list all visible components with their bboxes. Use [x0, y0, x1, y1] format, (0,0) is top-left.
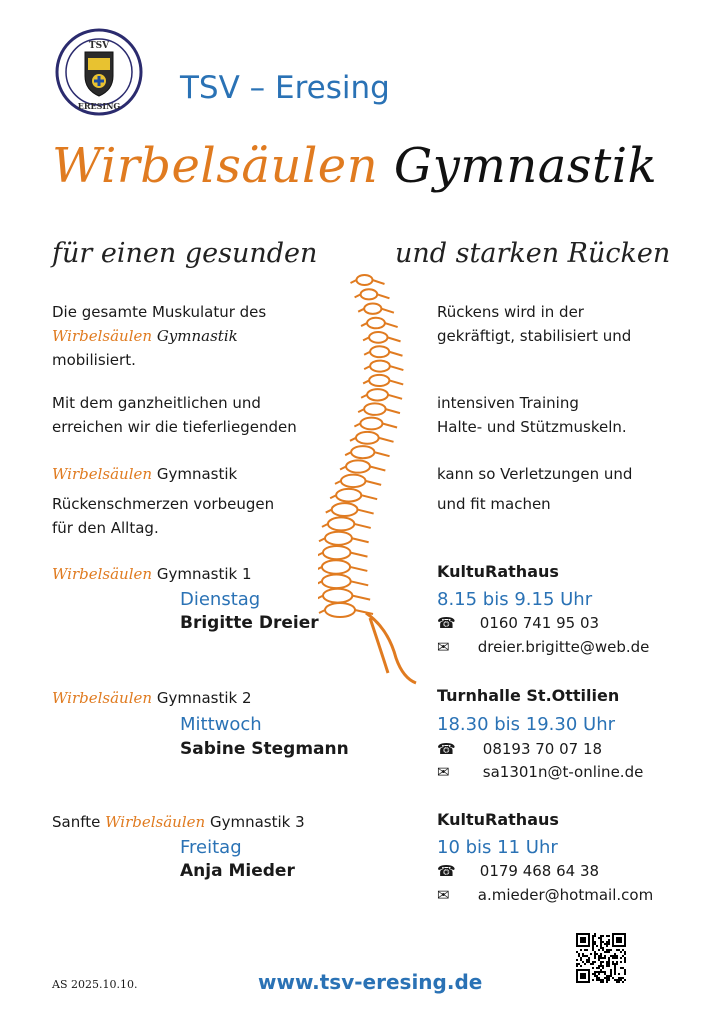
course-1-time: 8.15 bis 9.15 Uhr — [437, 589, 593, 610]
course-3-title — [52, 810, 305, 834]
intro-paragraph-2-right — [437, 391, 697, 439]
brand-word: Wirbelsäulen — [52, 565, 153, 583]
course-name: Gymnastik 2 — [156, 689, 252, 707]
intro-text: für den Alltag. — [52, 519, 159, 537]
course-1-trainer: Brigitte Dreier — [180, 613, 319, 633]
course-1-phone-row — [437, 614, 599, 632]
logo-top-text: TSV — [88, 41, 110, 51]
intro-text: Halte- und Stützmuskeln. — [437, 418, 627, 436]
course-3-location: KultuRathaus — [437, 810, 559, 829]
intro-paragraph-3-left — [52, 462, 312, 486]
intro-text: gekräftigt, stabilisiert und — [437, 327, 632, 345]
course-3-phone-row — [437, 862, 599, 880]
club-logo — [55, 28, 143, 116]
course-name: Gymnastik 1 — [156, 565, 252, 583]
logo-bottom-text: ERESING — [77, 101, 121, 111]
course-3-trainer: Anja Mieder — [180, 861, 295, 881]
spine-illustration — [318, 268, 433, 688]
intro-text: erreichen wir die tieferliegenden — [52, 418, 297, 436]
footer-date: AS 2025.10.10. — [52, 978, 138, 991]
intro-text: Die gesamte Muskulatur des — [52, 303, 267, 321]
club-name: TSV – Eresing — [180, 70, 390, 106]
page-title — [52, 138, 657, 194]
subtitle-left: für einen gesunden — [52, 238, 318, 269]
brand-word: Wirbelsäulen — [52, 327, 153, 345]
brand-word: Wirbelsäulen — [105, 813, 206, 831]
qr-code[interactable] — [576, 933, 626, 983]
brand-word: Wirbelsäulen — [52, 465, 153, 483]
course-2-location: Turnhalle St.Ottilien — [437, 686, 620, 705]
course-1-location: KultuRathaus — [437, 562, 559, 581]
intro-paragraph-1-left — [52, 300, 312, 372]
intro-paragraph-1-right — [437, 300, 697, 348]
intro-text: intensiven Training — [437, 394, 579, 412]
course-2-time: 18.30 bis 19.30 Uhr — [437, 714, 616, 735]
email-icon: ✉ — [437, 638, 450, 656]
title-part-orange: Wirbelsäulen — [52, 138, 379, 194]
course-1-day: Dienstag — [180, 589, 261, 610]
phone-icon: ☎ — [437, 862, 456, 880]
email-icon: ✉ — [437, 763, 450, 781]
course-2-phone-row — [437, 740, 602, 758]
course-3-email[interactable]: a.mieder@hotmail.com — [477, 886, 654, 904]
intro-brand-line — [52, 324, 312, 348]
intro-text: Mit dem ganzheitlichen und — [52, 394, 261, 412]
phone-icon: ☎ — [437, 614, 456, 632]
intro-text: Gymnastik — [156, 465, 238, 483]
course-2-day: Mittwoch — [180, 714, 262, 735]
course-3-phone[interactable]: 0179 468 64 38 — [479, 862, 600, 880]
intro-paragraph-4-right: und fit machen — [437, 495, 551, 513]
course-1-title — [52, 562, 252, 586]
course-1-phone[interactable]: 0160 741 95 03 — [479, 614, 600, 632]
course-2-trainer: Sabine Stegmann — [180, 739, 349, 759]
course-2-email[interactable]: sa1301n@t-online.de — [482, 763, 644, 781]
course-3-time: 10 bis 11 Uhr — [437, 837, 558, 858]
intro-text: Rückenschmerzen vorbeugen — [52, 495, 275, 513]
intro-paragraph-2-left — [52, 391, 322, 439]
subtitle-right: und starken Rücken — [395, 238, 671, 269]
email-icon: ✉ — [437, 886, 450, 904]
course-name: Gymnastik 3 — [209, 813, 305, 831]
course-2-phone[interactable]: 08193 70 07 18 — [482, 740, 603, 758]
intro-text: Rückens wird in der — [437, 303, 584, 321]
course-3-day: Freitag — [180, 837, 242, 858]
course-1-email[interactable]: dreier.brigitte@web.de — [477, 638, 650, 656]
course-2-title — [52, 686, 252, 710]
intro-paragraph-4-left — [52, 492, 312, 540]
course-1-email-row — [437, 638, 649, 656]
brand-word-black: Gymnastik — [156, 327, 238, 345]
phone-icon: ☎ — [437, 740, 456, 758]
intro-text: mobilisiert. — [52, 351, 136, 369]
brand-word: Wirbelsäulen — [52, 689, 153, 707]
website-link[interactable]: www.tsv-eresing.de — [258, 970, 483, 994]
course-prefix: Sanfte — [52, 813, 101, 831]
title-part-black: Gymnastik — [393, 138, 658, 194]
course-3-email-row — [437, 886, 653, 904]
intro-paragraph-3-right: kann so Verletzungen und — [437, 465, 633, 483]
course-2-email-row — [437, 763, 643, 781]
